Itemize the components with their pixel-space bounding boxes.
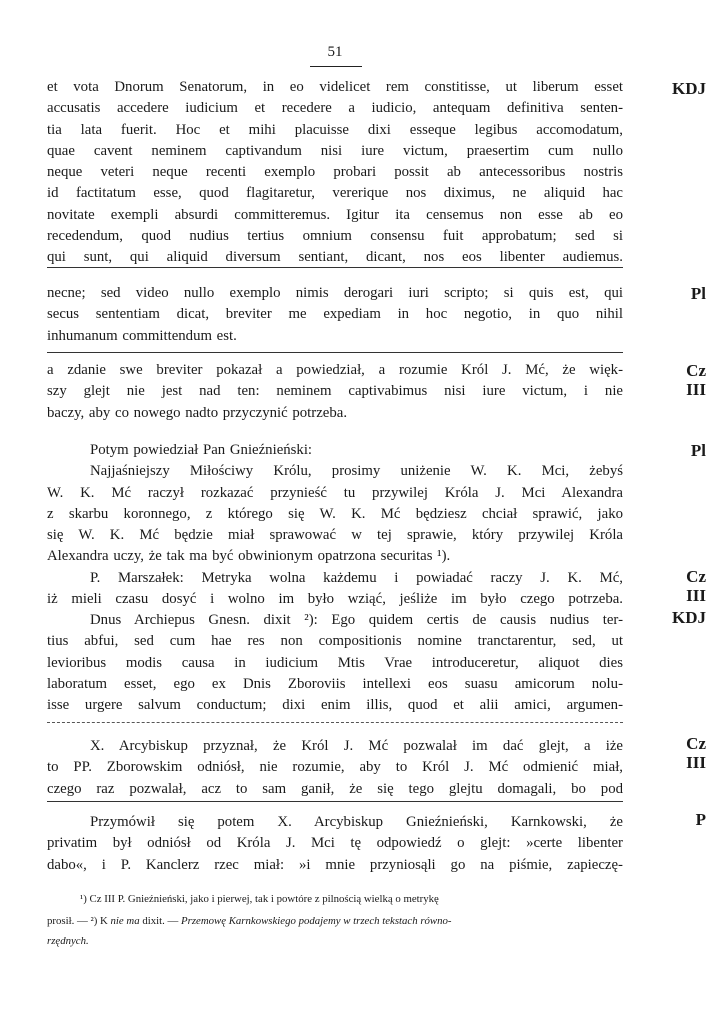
text-line: z skarbu koronnego, z którego się W. K. Mć będziesz chciał sprawić, jako	[47, 505, 623, 522]
footnote-3	[47, 932, 647, 951]
text-block-kdj-latin-2	[47, 610, 623, 716]
siglum-text: III	[686, 586, 706, 605]
text-block-kdj-latin-1	[47, 77, 623, 269]
text-line: dabo«, i P. Kanclerz rzec miał: »i mnie przyniosąli go na piśmie, zapieczę-	[47, 856, 623, 873]
footnote-text: prosił. — ²) K	[47, 915, 108, 927]
text-block-cz-iii-1	[47, 360, 623, 424]
text-line: recedendum, quod nudius tertius omnium consensu fuit approbatum; sed si	[47, 228, 623, 245]
footnote-italic: rzędnych.	[47, 935, 89, 947]
siglum-text: KDJ	[672, 608, 706, 627]
footnote-text: dixit. —	[142, 915, 179, 927]
text-line: Przymówił się potem X. Arcybiskup Gnieźnieński, Karnkowski, że	[90, 814, 623, 830]
section-divider	[47, 267, 623, 268]
section-divider	[47, 801, 623, 802]
text-line: necne; sed video nullo exemplo nimis derogari iuri scripto; si quis est, qui	[47, 285, 623, 301]
section-divider	[47, 722, 623, 723]
text-line: qui sunt, qui aliquid diversum sentiant, dicant, nos eos libenter audiemus.	[47, 249, 623, 266]
siglum-text: Cz	[686, 567, 706, 586]
siglum-text: III	[686, 380, 706, 399]
text-line: tia lata fuerit. Hoc et mihi placuisse dixi esseque legibus accomodatum,	[47, 121, 623, 138]
siglum-cz-iii	[686, 734, 706, 772]
footnote-2	[47, 912, 647, 931]
footnote-italic: nie ma	[110, 915, 140, 927]
siglum-cz-iii	[686, 361, 706, 399]
siglum-text: Pl	[690, 284, 706, 303]
text-block-pl-polish	[47, 440, 623, 568]
text-line: inhumanum committendum est.	[47, 327, 237, 344]
text-line: id factitatum esse, quod flagitaretur, vererique nos diximus, ne aliquid hac	[47, 185, 623, 202]
text-line: tius abfui, sed cum hae res non compositionis nomine tranctarentur, sed, ut	[47, 633, 623, 650]
footnote-italic: Przemowę Karnkowskiego podajemy w trzech tekstach równo-	[181, 915, 452, 927]
siglum-text: Cz	[686, 734, 706, 753]
text-line: P. Marszałek: Metryka wolna każdemu i powiadać raczy J. K. Mć,	[90, 570, 623, 586]
text-line: accusatis accedere iudicium et recedere a iudicio, antequam definitiva senten-	[47, 100, 623, 117]
text-line: isse urgere salvum conductum; dixi enim illis, quod et alii amici, argumen-	[47, 697, 623, 714]
siglum-text: III	[686, 753, 706, 772]
text-line: X. Arcybiskup przyznał, że Król J. Mć pozwalał im dać glejt, a iże	[90, 738, 623, 754]
section-divider	[47, 352, 623, 353]
text-line: czego raz pozwalał, acz to sam ganił, że się tego glejtu domagali, bo pod	[47, 780, 623, 797]
text-line: Alexandra uczy, że tak ma być obwinionym opatrzona securitas ¹).	[47, 548, 451, 565]
text-line: et vota Dnorum Senatorum, in eo videlicet rem constitisse, ut liberum esset	[47, 79, 623, 95]
text-line: Potym powiedział Pan Gnieźnieński:	[90, 442, 313, 458]
siglum-text: Pl	[690, 441, 706, 460]
text-line: secus sententiam dicat, breviter me expediam in hoc negotio, in quo nihil	[47, 306, 623, 323]
footnote-1	[80, 890, 650, 909]
text-line: laboratum esset, ego ex Dnis Zboroviis intellexi eos suasu amicorum nolu-	[47, 675, 623, 692]
siglum-text: KDJ	[672, 79, 706, 98]
footnote-text: ¹) Cz III P. Gnieźnieński, jako i pierwej, tak i powtóre z pilnością wielką o metrykę	[80, 893, 439, 905]
text-line: Dnus Archiepus Gnesn. dixit ²): Ego quidem certis de causis nudius ter-	[90, 612, 623, 628]
text-line: W. K. Mć raczył rozkazać przynieść tu przywilej Króla J. Mci Alexandra	[47, 484, 623, 501]
siglum-p	[696, 810, 706, 829]
text-line: Najjaśniejszy Miłościwy Królu, prosimy uniżenie W. K. Mci, żebyś	[90, 463, 623, 480]
text-line: szy glejt nie jest nad ten: neminem captivabimus nisi iure victum, i nie	[47, 383, 623, 400]
text-block-p-polish	[47, 812, 623, 876]
siglum-text: P	[695, 810, 706, 829]
text-block-cz-iii-2	[47, 568, 623, 611]
text-line: levioribus modis causa in iudicium Mtis Vrae introduceretur, aliquot dies	[47, 654, 623, 671]
text-line: się W. K. Mć będzie miał sprawować w tej sprawie, który przywilej Króla	[47, 527, 623, 544]
text-line: novitate exempli absurdi committeremus. Igitur ita censemus non esse ab eo	[47, 206, 623, 223]
siglum-pl	[691, 441, 706, 460]
siglum-cz-iii	[686, 567, 706, 605]
text-line: to PP. Zborowskim odniósł, nie rozumie, aby to Król J. Mć odmienić miał,	[47, 759, 623, 776]
text-line: iż mieli czasu dosyć i wolno im było wziąć, jeśliże im było czego potrzeba.	[47, 591, 623, 608]
siglum-kdj	[672, 79, 706, 98]
text-block-cz-iii-3	[47, 736, 623, 800]
page-number: 51	[327, 44, 343, 60]
text-line: quae cavent neminem captivandum nisi iure victum, praesertim cum nullo	[47, 142, 623, 159]
text-line: neque veteri neque recenti exemplo probari possit ab antecessoribus nostris	[47, 164, 623, 181]
text-block-pl-latin	[47, 283, 623, 347]
siglum-text: Cz	[686, 361, 706, 380]
text-line: privatim był odniósł od Króla J. Mci tę odpowiedź o glejt: »certe libenter	[47, 835, 623, 852]
page-number-rule	[310, 66, 362, 67]
siglum-kdj	[672, 608, 706, 627]
text-line: baczy, aby co nowego nadto przyczynić potrzeba.	[47, 404, 348, 421]
text-line: a zdanie swe breviter pokazał a powiedział, a rozumie Król J. Mć, że więk-	[47, 362, 623, 378]
siglum-pl	[691, 284, 706, 303]
